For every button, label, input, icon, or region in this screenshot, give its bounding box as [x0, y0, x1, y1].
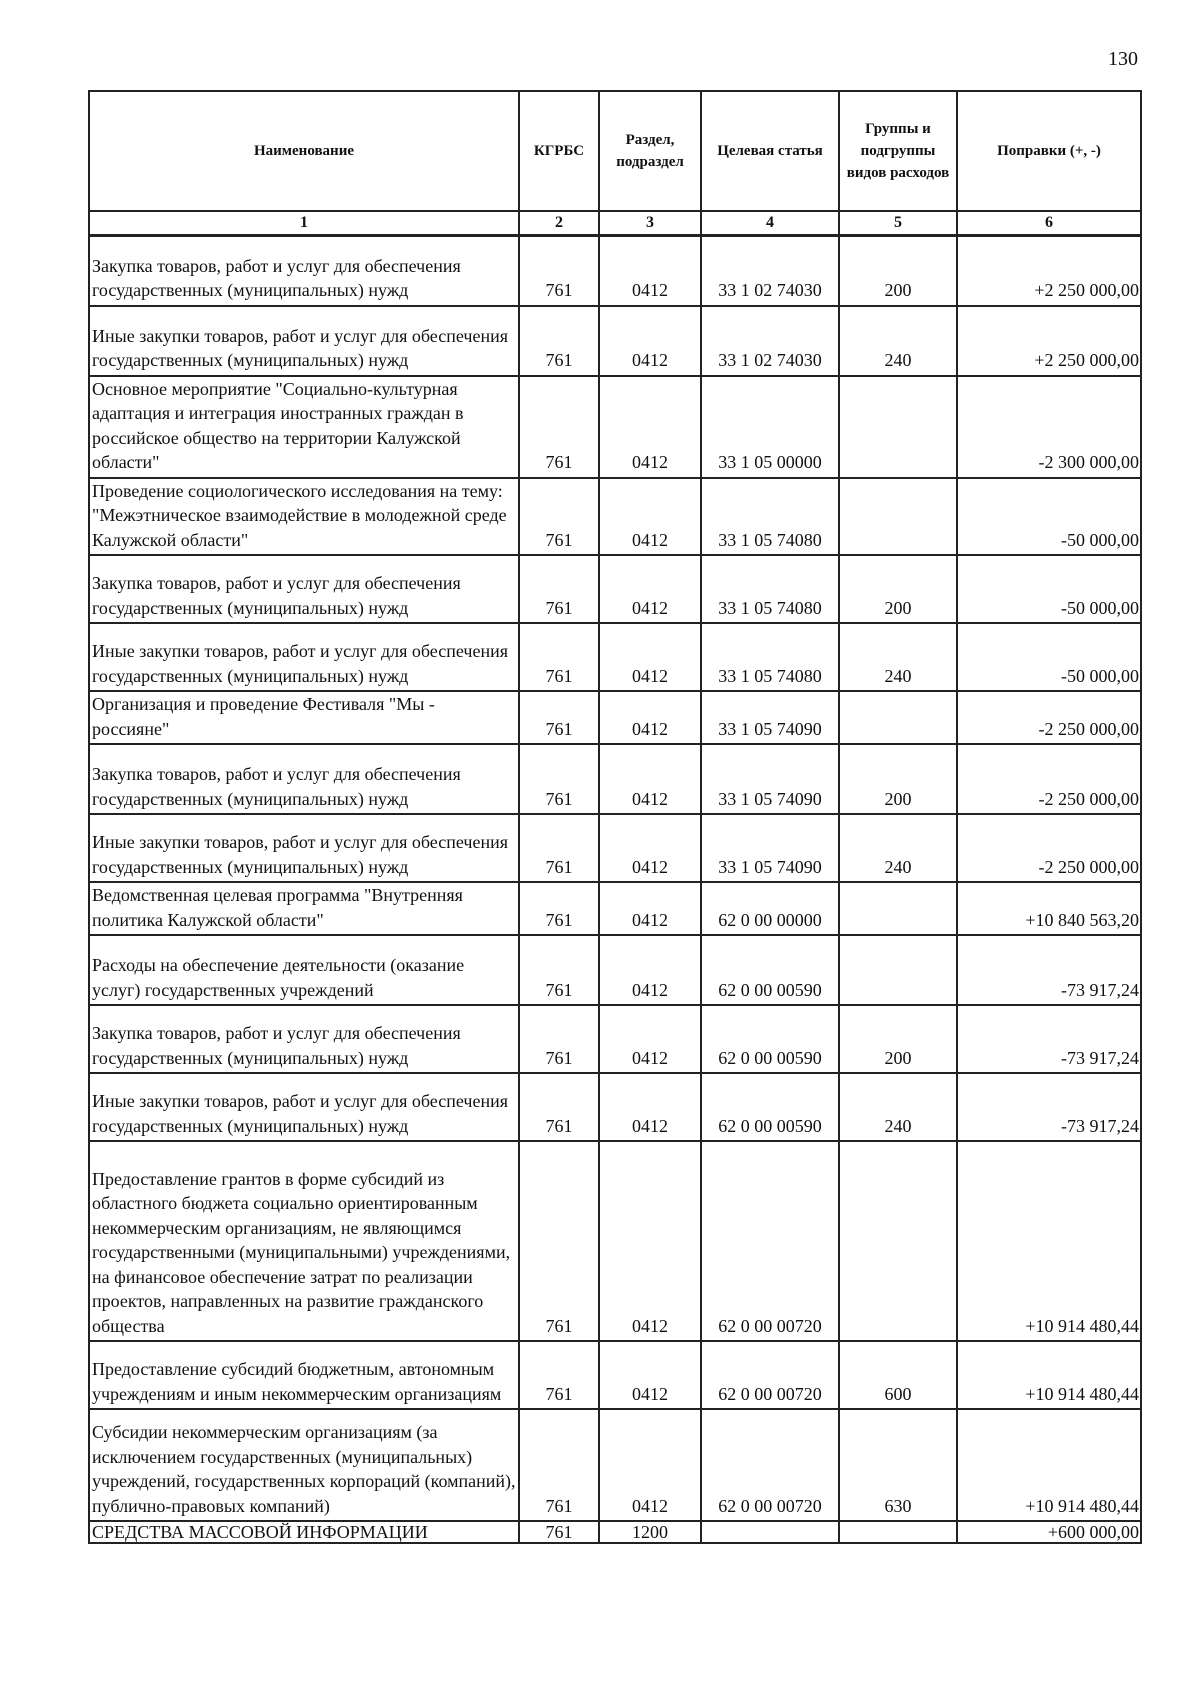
row-kgrbs: 761	[519, 623, 599, 691]
col-number: 4	[701, 211, 839, 236]
row-name: Проведение социологического исследования на тему: "Межэтническое взаимодействие в молодежной среде Калужской области"	[89, 478, 519, 556]
row-kgrbs: 761	[519, 744, 599, 814]
row-name: Организация и проведение Фестиваля "Мы - россияне"	[89, 691, 519, 744]
row-group: 630	[839, 1409, 957, 1521]
row-group	[839, 935, 957, 1005]
header-amendments: Поправки (+, -)	[957, 91, 1141, 211]
table-row	[89, 1073, 1141, 1141]
header-target: Целевая статья	[701, 91, 839, 211]
row-kgrbs: 761	[519, 1409, 599, 1521]
row-amount: -2 300 000,00	[957, 376, 1141, 478]
row-group: 240	[839, 306, 957, 376]
row-name: Иные закупки товаров, работ и услуг для обеспечения государственных (муниципальных) нужд	[89, 1073, 519, 1141]
col-number: 3	[599, 211, 701, 236]
row-section: 0412	[599, 1409, 701, 1521]
row-section: 0412	[599, 1141, 701, 1341]
table-row	[89, 478, 1141, 556]
row-target: 33 1 05 74080	[701, 555, 839, 623]
table-row	[89, 623, 1141, 691]
row-name: Закупка товаров, работ и услуг для обеспечения государственных (муниципальных) нужд	[89, 555, 519, 623]
row-section: 0412	[599, 555, 701, 623]
row-kgrbs: 761	[519, 1005, 599, 1073]
row-target: 62 0 00 00720	[701, 1341, 839, 1409]
row-name: Иные закупки товаров, работ и услуг для обеспечения государственных (муниципальных) нужд	[89, 623, 519, 691]
table-header-row	[89, 91, 1141, 211]
row-amount: -50 000,00	[957, 623, 1141, 691]
row-kgrbs: 761	[519, 1521, 599, 1543]
row-group: 240	[839, 814, 957, 882]
row-section: 0412	[599, 882, 701, 935]
table-row	[89, 1521, 1141, 1543]
row-section: 0412	[599, 1341, 701, 1409]
column-numbers-row	[89, 211, 1141, 236]
row-group: 600	[839, 1341, 957, 1409]
row-target: 33 1 05 74090	[701, 744, 839, 814]
table-row	[89, 882, 1141, 935]
header-section: Раздел, подраздел	[599, 91, 701, 211]
row-name: Ведомственная целевая программа "Внутренняя политика Калужской области"	[89, 882, 519, 935]
row-group: 240	[839, 1073, 957, 1141]
row-group	[839, 376, 957, 478]
table-row	[89, 1005, 1141, 1073]
row-name: Закупка товаров, работ и услуг для обеспечения государственных (муниципальных) нужд	[89, 1005, 519, 1073]
col-number: 5	[839, 211, 957, 236]
row-target: 33 1 05 74090	[701, 691, 839, 744]
col-number: 6	[957, 211, 1141, 236]
row-name: Расходы на обеспечение деятельности (оказание услуг) государственных учреждений	[89, 935, 519, 1005]
row-group	[839, 691, 957, 744]
row-section: 0412	[599, 744, 701, 814]
row-name: Закупка товаров, работ и услуг для обеспечения государственных (муниципальных) нужд	[89, 744, 519, 814]
row-target: 62 0 00 00590	[701, 1005, 839, 1073]
col-number: 2	[519, 211, 599, 236]
row-target	[701, 1521, 839, 1543]
row-name: Субсидии некоммерческим организациям (за исключением государственных (муниципальных) учреждений, государственных корпораций (компаний), публично-правовых компаний)	[89, 1409, 519, 1521]
row-target: 33 1 05 74090	[701, 814, 839, 882]
row-kgrbs: 761	[519, 1141, 599, 1341]
row-kgrbs: 761	[519, 882, 599, 935]
row-name: СРЕДСТВА МАССОВОЙ ИНФОРМАЦИИ	[89, 1521, 519, 1543]
header-kgrbs: КГРБС	[519, 91, 599, 211]
row-amount: -73 917,24	[957, 935, 1141, 1005]
table-row	[89, 1141, 1141, 1341]
table-row	[89, 744, 1141, 814]
row-group: 200	[839, 236, 957, 306]
row-kgrbs: 761	[519, 555, 599, 623]
table-body	[89, 236, 1141, 1544]
row-section: 0412	[599, 935, 701, 1005]
row-kgrbs: 761	[519, 1073, 599, 1141]
row-target: 62 0 00 00590	[701, 935, 839, 1005]
table-row	[89, 1409, 1141, 1521]
row-target: 33 1 05 00000	[701, 376, 839, 478]
header-name: Наименование	[89, 91, 519, 211]
row-amount: +10 914 480,44	[957, 1341, 1141, 1409]
table-row	[89, 691, 1141, 744]
row-kgrbs: 761	[519, 376, 599, 478]
table-row	[89, 555, 1141, 623]
row-amount: +2 250 000,00	[957, 236, 1141, 306]
row-amount: +10 914 480,44	[957, 1409, 1141, 1521]
table-row	[89, 935, 1141, 1005]
row-group	[839, 1521, 957, 1543]
row-kgrbs: 761	[519, 1341, 599, 1409]
row-section: 0412	[599, 691, 701, 744]
row-target: 33 1 02 74030	[701, 306, 839, 376]
table-row	[89, 306, 1141, 376]
row-kgrbs: 761	[519, 935, 599, 1005]
row-target: 62 0 00 00000	[701, 882, 839, 935]
row-group: 240	[839, 623, 957, 691]
budget-amendments-table	[88, 90, 1142, 1544]
row-amount: +2 250 000,00	[957, 306, 1141, 376]
table-row	[89, 1341, 1141, 1409]
row-kgrbs: 761	[519, 814, 599, 882]
row-group: 200	[839, 555, 957, 623]
row-section: 0412	[599, 1073, 701, 1141]
row-kgrbs: 761	[519, 236, 599, 306]
row-section: 0412	[599, 623, 701, 691]
row-amount: -2 250 000,00	[957, 814, 1141, 882]
row-target: 62 0 00 00720	[701, 1141, 839, 1341]
row-amount: +10 840 563,20	[957, 882, 1141, 935]
row-kgrbs: 761	[519, 478, 599, 556]
row-name: Иные закупки товаров, работ и услуг для обеспечения государственных (муниципальных) нужд	[89, 306, 519, 376]
row-section: 0412	[599, 478, 701, 556]
page-number: 130	[1108, 48, 1138, 70]
row-amount: -73 917,24	[957, 1073, 1141, 1141]
row-target: 62 0 00 00720	[701, 1409, 839, 1521]
row-group	[839, 1141, 957, 1341]
row-amount: -50 000,00	[957, 478, 1141, 556]
row-section: 0412	[599, 236, 701, 306]
row-name: Предоставление грантов в форме субсидий из областного бюджета социально ориентированным некоммерческим организациям, не являющимся государственными (муниципальными) учреждениями, на финансовое обеспечение затрат по реализации проектов, направленных на развитие гражданского общества	[89, 1141, 519, 1341]
row-group: 200	[839, 744, 957, 814]
row-name: Предоставление субсидий бюджетным, автономным учреждениям и иным некоммерческим организациям	[89, 1341, 519, 1409]
row-section: 0412	[599, 376, 701, 478]
row-name: Закупка товаров, работ и услуг для обеспечения государственных (муниципальных) нужд	[89, 236, 519, 306]
row-amount: +600 000,00	[957, 1521, 1141, 1543]
table-row	[89, 814, 1141, 882]
row-section: 1200	[599, 1521, 701, 1543]
row-section: 0412	[599, 306, 701, 376]
row-target: 33 1 02 74030	[701, 236, 839, 306]
row-kgrbs: 761	[519, 691, 599, 744]
row-group	[839, 882, 957, 935]
header-groups: Группы и подгруппы видов расходов	[839, 91, 957, 211]
row-amount: -2 250 000,00	[957, 744, 1141, 814]
row-name: Иные закупки товаров, работ и услуг для обеспечения государственных (муниципальных) нужд	[89, 814, 519, 882]
row-group	[839, 478, 957, 556]
row-name: Основное мероприятие "Социально-культурная адаптация и интеграция иностранных граждан в российское общество на территории Калужской области"	[89, 376, 519, 478]
row-target: 33 1 05 74080	[701, 623, 839, 691]
row-amount: +10 914 480,44	[957, 1141, 1141, 1341]
row-section: 0412	[599, 1005, 701, 1073]
row-target: 33 1 05 74080	[701, 478, 839, 556]
col-number: 1	[89, 211, 519, 236]
row-section: 0412	[599, 814, 701, 882]
row-amount: -2 250 000,00	[957, 691, 1141, 744]
row-amount: -73 917,24	[957, 1005, 1141, 1073]
row-group: 200	[839, 1005, 957, 1073]
table-row	[89, 376, 1141, 478]
row-target: 62 0 00 00590	[701, 1073, 839, 1141]
row-amount: -50 000,00	[957, 555, 1141, 623]
table-row	[89, 236, 1141, 306]
row-kgrbs: 761	[519, 306, 599, 376]
